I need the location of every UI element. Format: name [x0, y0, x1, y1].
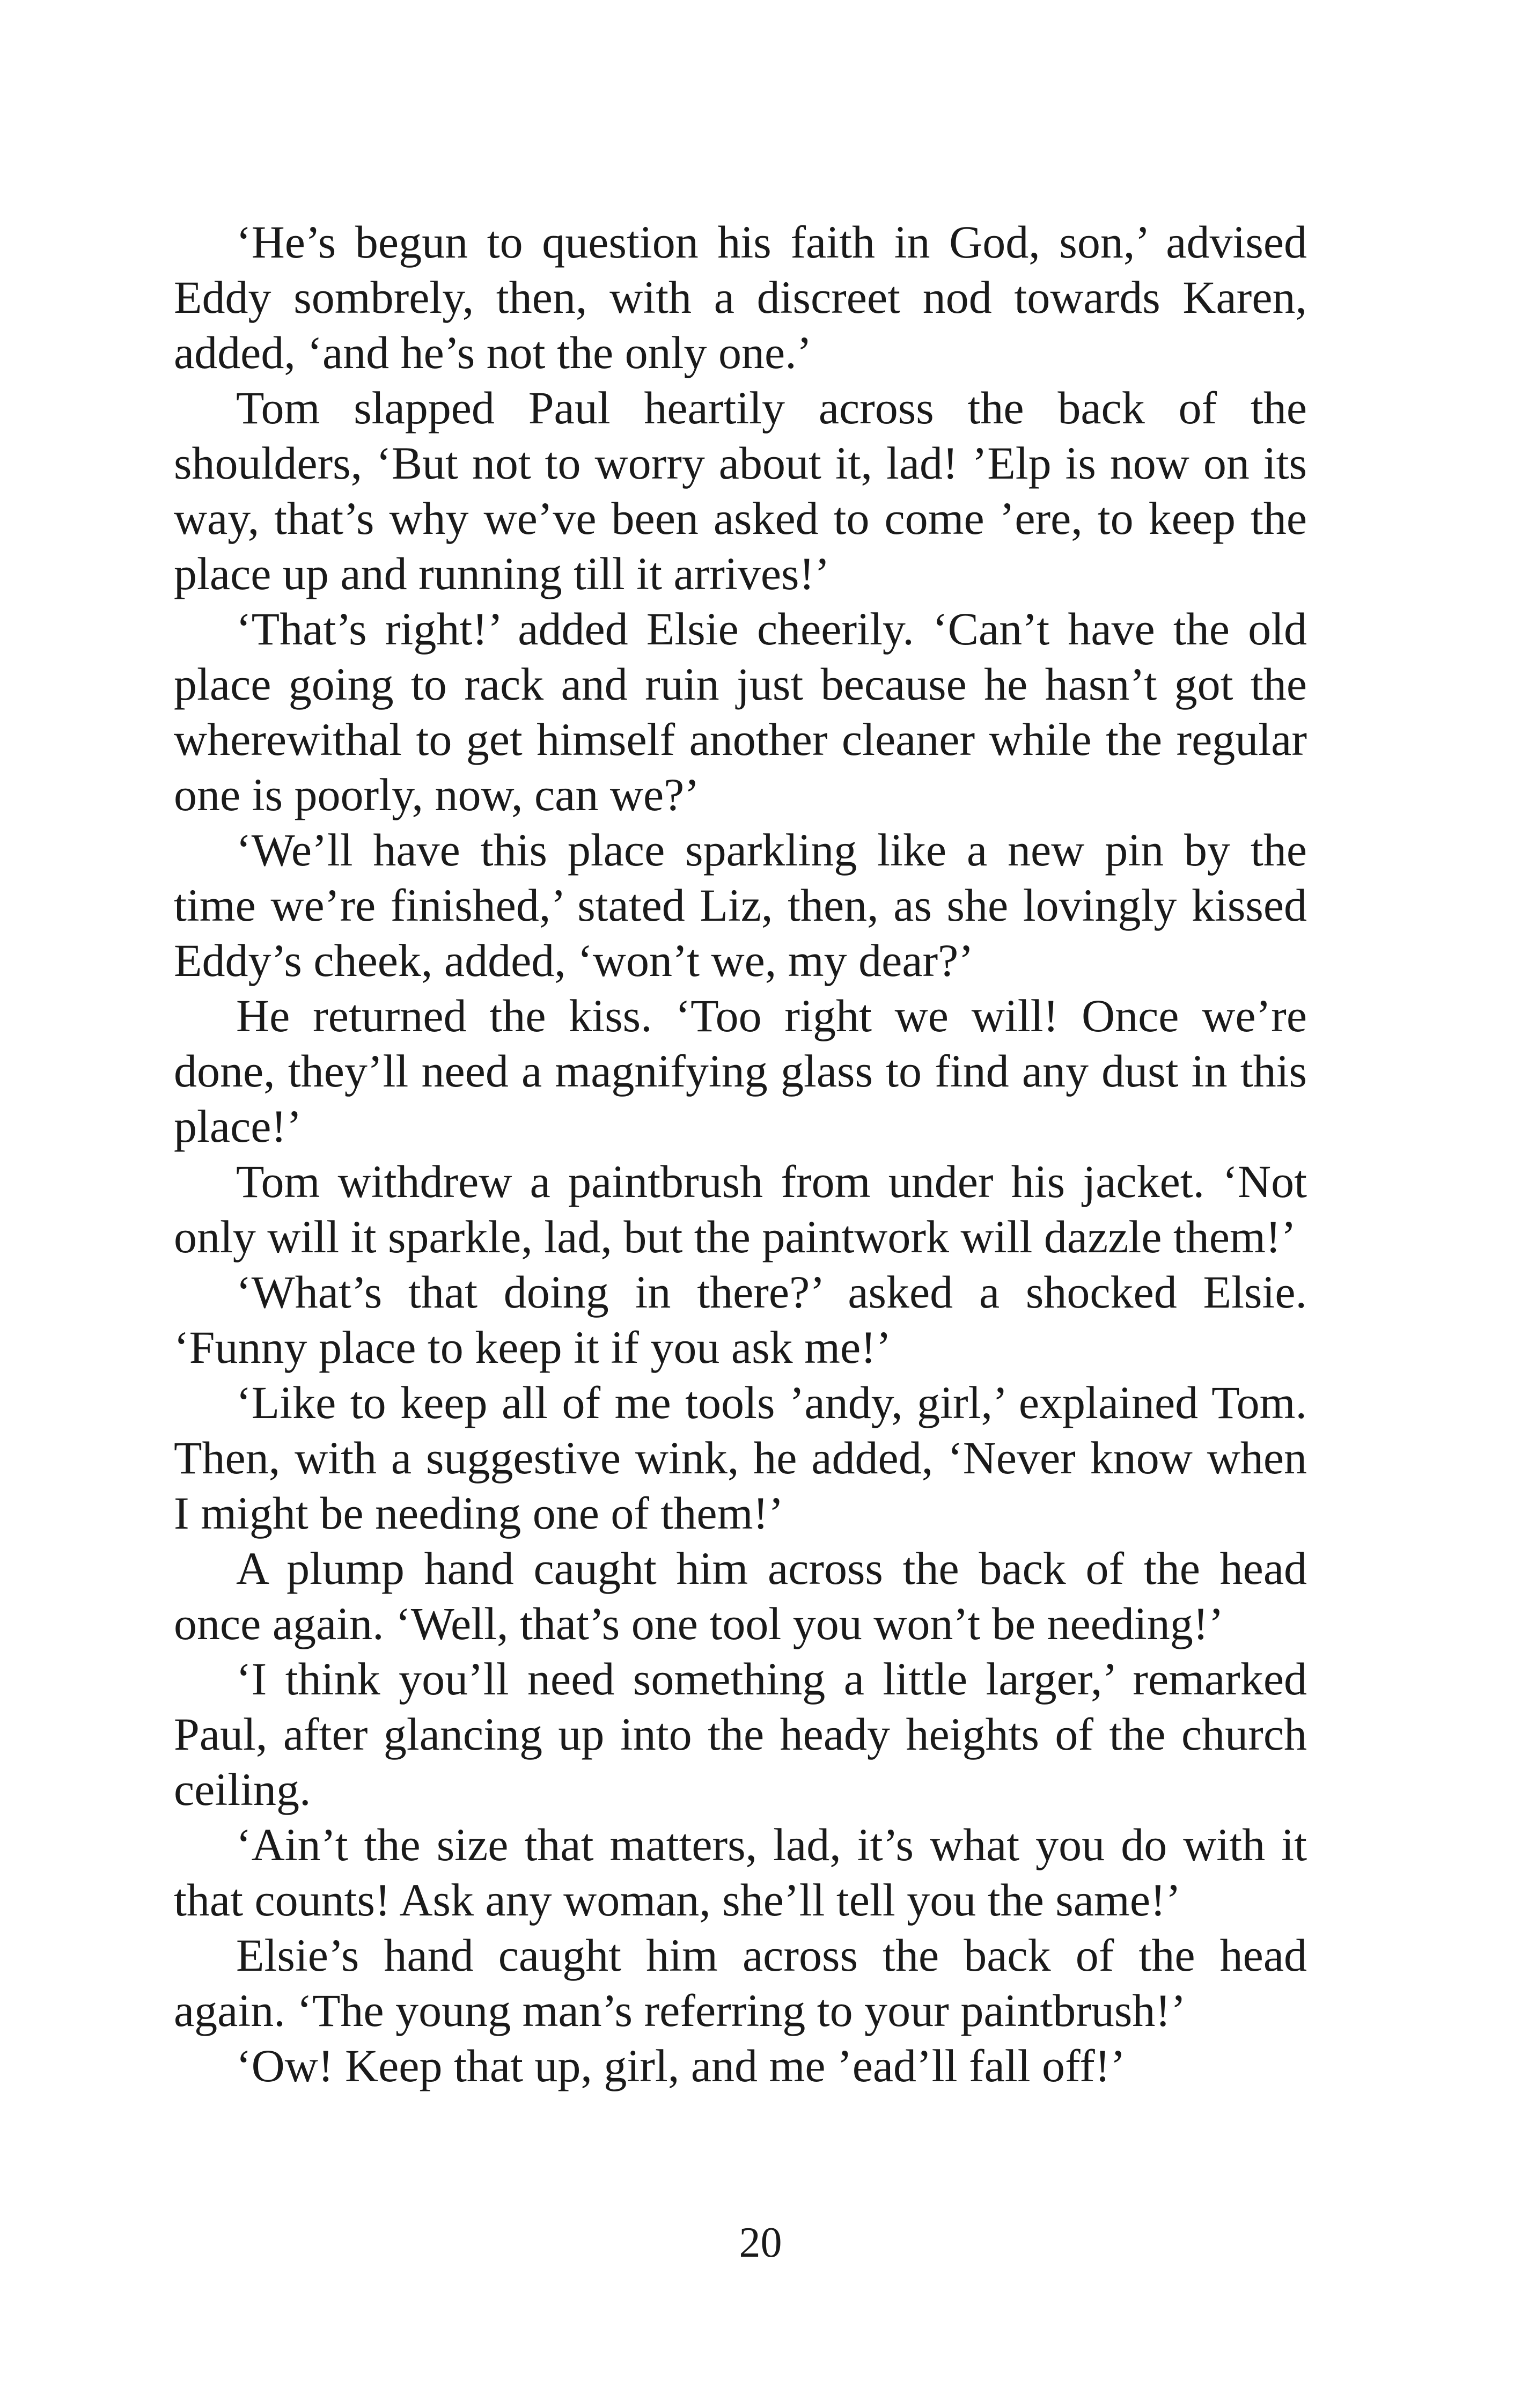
paragraph: ‘What’s that doing in there?’ asked a shocked Elsie. ‘Funny place to keep it if you ask me!’	[174, 1266, 1307, 1373]
paragraph: Tom slapped Paul heartily across the back of the shoulders, ‘But not to worry about it, lad! ’Elp is now on its way, that’s why we’ve been asked to come ’ere, to keep the place up and running till it arrives!’	[174, 382, 1307, 599]
paragraph: A plump hand caught him across the back of the head once again. ‘Well, that’s one tool you won’t be needing!’	[174, 1543, 1307, 1649]
paragraph: Elsie’s hand caught him across the back of the head again. ‘The young man’s referring to your paintbrush!’	[174, 1929, 1307, 2036]
paragraph: ‘Ow! Keep that up, girl, and me ’ead’ll fall off!’	[236, 2040, 1126, 2091]
paragraph: ‘Like to keep all of me tools ’andy, girl,’ explained Tom. Then, with a suggestive wink, he added, ‘Never know when I might be needing one of them!’	[174, 1377, 1307, 1539]
body-text	[174, 215, 1307, 2094]
paragraph: ‘That’s right!’ added Elsie cheerily. ‘Can’t have the old place going to rack and ruin just because he hasn’t got the wherewithal to get himself another cleaner while the regular one is poorly, now, can we?’	[174, 603, 1307, 820]
page-number: 20	[739, 2219, 782, 2266]
paragraph: ‘He’s begun to question his faith in God, son,’ advised Eddy sombrely, then, with a discreet nod towards Karen, added, ‘and he’s not the only one.’	[174, 216, 1307, 378]
paragraph: He returned the kiss. ‘Too right we will! Once we’re done, they’ll need a magnifying glass to find any dust in this place!’	[174, 990, 1307, 1152]
paragraph: Tom withdrew a paintbrush from under his jacket. ‘Not only will it sparkle, lad, but the paintwork will dazzle them!’	[174, 1156, 1307, 1262]
paragraph: ‘We’ll have this place sparkling like a new pin by the time we’re finished,’ stated Liz, then, as she lovingly kissed Eddy’s cheek, added, ‘won’t we, my dear?’	[174, 824, 1307, 986]
paragraph: ‘I think you’ll need something a little larger,’ remarked Paul, after glancing up into the heady heights of the church ceiling.	[174, 1653, 1307, 1815]
paragraph: ‘Ain’t the size that matters, lad, it’s what you do with it that counts! Ask any woman, she’ll tell you the same!’	[174, 1819, 1307, 1926]
